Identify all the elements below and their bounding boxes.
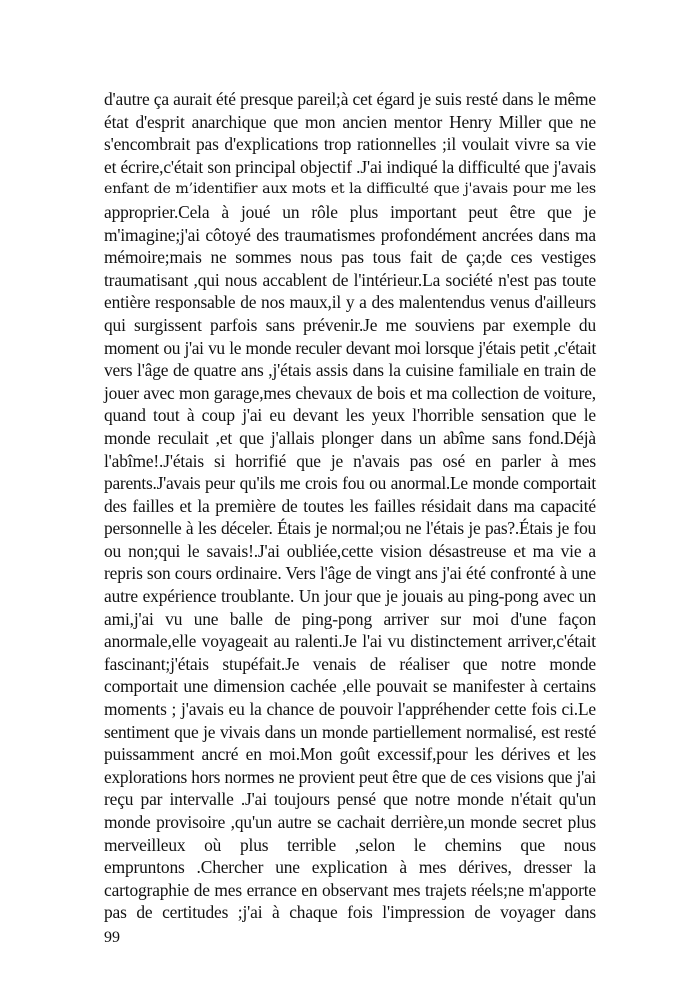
text-line: jouer avec mon garage,mes chevaux de bois et ma collection de voiture, — [104, 382, 596, 403]
text-line: comportait une dimension cachée ,elle pouvait se manifester à certains — [104, 676, 596, 697]
page-number: 99 — [104, 929, 120, 946]
text-line: ami,j'ai vu une balle de ping-pong arriver sur moi d'une façon — [104, 608, 596, 629]
text-line: l'abîme!.J'étais si horrifié que je n'avais pas osé en parler à mes — [104, 450, 596, 471]
text-line: m'imagine;j'ai côtoyé des traumatismes profondément ancrées dans ma — [104, 224, 596, 245]
text-line: s'encombrait pas d'explications trop rationnelles ;il voulait vivre sa vie — [104, 134, 596, 155]
text-line: merveilleux où plus terrible ,selon le chemins que nous — [104, 834, 596, 855]
text-line: anormale,elle voyageait au ralenti.Je l'ai vu distinctement arriver,c'était — [104, 631, 596, 652]
text-line: qui surgissent parfois sans prévenir.Je me souviens par exemple du — [104, 314, 596, 335]
text-line: monde reculait ,et que j'allais plonger dans un abîme sans fond.Déjà — [104, 427, 596, 448]
text-line: pas de certitudes ;j'ai à chaque fois l'impression de voyager dans — [104, 902, 596, 923]
text-line: reçu par intervalle .J'ai toujours pensé que notre monde n'était qu'un — [104, 789, 596, 810]
text-line: et écrire,c'était son principal objectif .J'ai indiqué la difficulté que j'avais — [104, 156, 596, 177]
text-line: personnelle à les déceler. Étais je normal;ou ne l'étais je pas?.Étais je fou — [104, 518, 596, 539]
text-line: autre expérience troublante. Un jour que je jouais au ping-pong avec un — [104, 586, 596, 607]
text-line: sentiment que je vivais dans un monde partiellement normalisé, est resté — [104, 721, 596, 742]
text-line: quand tout à coup j'ai eu devant les yeux l'horrible sensation que le — [104, 405, 596, 426]
text-line: puissamment ancré en moi.Mon goût excessif,pour les dérives et les — [104, 744, 596, 765]
text-line: repris son cours ordinaire. Vers l'âge de vingt ans j'ai été confronté à une — [104, 563, 596, 584]
text-line: entière responsable de nos maux,il y a des malentendus venus d'ailleurs — [104, 292, 596, 313]
text-line: mémoire;mais ne sommes nous pas tous fait de ça;de ces vestiges — [104, 247, 596, 268]
text-line: ou non;qui le savais!.J'ai oubliée,cette vision désastreuse et ma vie a — [104, 540, 596, 561]
text-line: fascinant;j'étais stupéfait.Je venais de réaliser que notre monde — [104, 653, 596, 674]
body-text — [104, 88, 596, 924]
text-line: moments ; j'avais eu la chance de pouvoir l'appréhender cette fois ci.Le — [104, 699, 596, 720]
text-line: approprier.Cela à joué un rôle plus important peut être que je — [104, 201, 596, 222]
text-line: explorations hors normes ne provient peut être que de ces visions que j'ai — [104, 766, 596, 787]
text-line: empruntons .Chercher une explication à mes dérives, dresser la — [104, 857, 596, 878]
text-line: traumatisant ,qui nous accablent de l'intérieur.La société n'est pas toute — [104, 269, 596, 290]
text-line: monde provisoire ,qu'un autre se cachait derrière,un monde secret plus — [104, 812, 596, 832]
text-line: moment ou j'ai vu le monde reculer devant moi lorsque j'étais petit ,c'était — [104, 337, 596, 358]
text-line: d'autre ça aurait été presque pareil;à cet égard je suis resté dans le même — [104, 89, 596, 109]
text-line: cartographie de mes errance en observant mes trajets réels;ne m'apporte — [104, 879, 596, 900]
text-line: vers l'âge de quatre ans ,j'étais assis dans la cuisine familiale en train de — [104, 360, 596, 381]
text-line: des failles et la première de toutes les failles résidait dans ma capacité — [104, 495, 596, 516]
text-line: parents.J'avais peur qu'ils me crois fou ou anormal.Le monde comportait — [104, 473, 596, 494]
text-line: enfant de m’identifier aux mots et la difficulté que j'avais pour me les — [104, 181, 596, 198]
text-line: état d'esprit anarchique que mon ancien mentor Henry Miller que ne — [104, 111, 596, 132]
